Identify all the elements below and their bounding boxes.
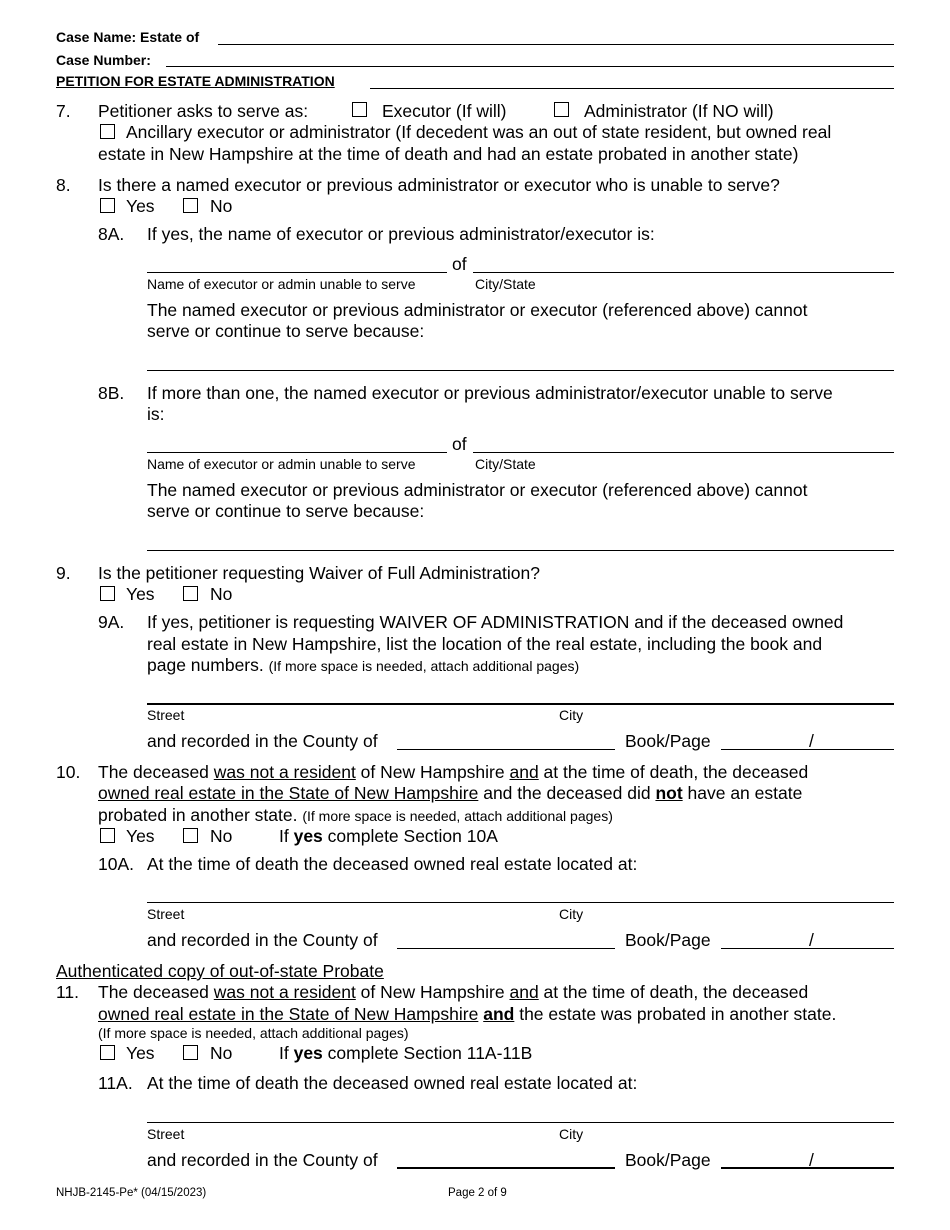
q8b-reason-line2: serve or continue to serve because: — [147, 501, 425, 521]
q8a-reason-line2: serve or continue to serve because: — [147, 321, 425, 341]
q11a-bookpage-field[interactable] — [721, 1167, 894, 1169]
q8b-name-caption: Name of executor or admin unable to serve — [147, 456, 416, 472]
q10-no-checkbox[interactable] — [183, 828, 198, 843]
footer-form-id: NHJB-2145-Pe* (04/15/2023) — [56, 1187, 207, 1199]
q11a-recorded-label: and recorded in the County of — [147, 1150, 378, 1170]
q10a-bookpage-field[interactable] — [721, 948, 894, 949]
q8a-city-state-field[interactable] — [473, 272, 894, 273]
q10-if-yes-note: If yes complete Section 10A — [279, 826, 498, 846]
q8a-reason-line1: The named executor or previous administrator or executor (referenced above) cannot — [147, 300, 808, 320]
q8b-city-caption: City/State — [475, 456, 536, 472]
q9a-street-city-field[interactable] — [147, 703, 894, 705]
q10a-number: 10A. — [98, 854, 134, 874]
q8b-reason-field[interactable] — [147, 550, 894, 551]
q8b-reason-line1: The named executor or previous administrator or executor (referenced above) cannot — [147, 480, 808, 500]
q9a-bookpage-label: Book/Page — [625, 731, 711, 751]
q10-text-line3: probated in another state. (If more space is needed, attach additional pages) — [98, 805, 613, 825]
q8b-city-state-field[interactable] — [473, 452, 894, 453]
q8a-number: 8A. — [98, 224, 125, 244]
q9a-text-line2: real estate in New Hampshire, list the location of the real estate, including the book and — [147, 634, 823, 654]
q8a-of: of — [452, 254, 467, 274]
ancillary-checkbox[interactable] — [100, 124, 115, 139]
q11-no-checkbox[interactable] — [183, 1045, 198, 1060]
q9a-text-line3: page numbers. (If more space is needed, attach additional pages) — [147, 655, 580, 675]
q9a-city-caption: City — [559, 707, 584, 723]
q8-no-label: No — [210, 196, 233, 216]
q10a-street-caption: Street — [147, 906, 185, 922]
q9-no-checkbox[interactable] — [183, 586, 198, 601]
case-number-label: Case Number: — [56, 52, 151, 68]
q8b-of: of — [452, 434, 467, 454]
q11a-text: At the time of death the deceased owned real estate located at: — [147, 1073, 638, 1093]
q9-yes-label: Yes — [126, 584, 155, 604]
q10a-city-caption: City — [559, 906, 584, 922]
q7-prompt: Petitioner asks to serve as: — [98, 101, 309, 121]
case-number-field[interactable] — [166, 66, 894, 67]
title-rule — [370, 88, 894, 89]
q8a-name-caption: Name of executor or admin unable to serve — [147, 276, 416, 292]
q11-heading: Authenticated copy of out-of-state Probate — [56, 961, 384, 981]
q9a-recorded-label: and recorded in the County of — [147, 731, 378, 751]
q9a-number: 9A. — [98, 612, 125, 632]
q8-yes-checkbox[interactable] — [100, 198, 115, 213]
q11a-county-field[interactable] — [397, 1167, 615, 1169]
q11a-number: 11A. — [98, 1073, 133, 1093]
q8-yes-label: Yes — [126, 196, 155, 216]
q8-question: Is there a named executor or previous administrator or executor who is unable to serve? — [98, 175, 780, 195]
q10a-bookpage-label: Book/Page — [625, 930, 711, 950]
q11-text-line1: The deceased was not a resident of New Hampshire and at the time of death, the deceased — [98, 982, 809, 1002]
q11-if-yes-note: If yes complete Section 11A-11B — [279, 1043, 533, 1063]
administrator-label: Administrator (If NO will) — [584, 101, 774, 121]
q10-text-line2: owned real estate in the State of New Hampshire and the deceased did not have an estate — [98, 783, 803, 803]
footer-page-number: Page 2 of 9 — [448, 1187, 507, 1199]
ancillary-label-line2: estate in New Hampshire at the time of death and had an estate probated in another state) — [98, 144, 799, 164]
q11-number: 11. — [56, 982, 80, 1002]
case-name-label: Case Name: Estate of — [56, 29, 200, 45]
q11a-bookpage-label: Book/Page — [625, 1150, 711, 1170]
q7-number: 7. — [56, 101, 71, 121]
q9-no-label: No — [210, 584, 233, 604]
q9-number: 9. — [56, 563, 71, 583]
q8-number: 8. — [56, 175, 71, 195]
form-title: PETITION FOR ESTATE ADMINISTRATION — [56, 73, 335, 89]
q8a-city-caption: City/State — [475, 276, 536, 292]
executor-label: Executor (If will) — [382, 101, 507, 121]
executor-checkbox[interactable] — [352, 102, 367, 117]
case-name-field[interactable] — [218, 44, 894, 45]
q11a-city-caption: City — [559, 1126, 584, 1142]
ancillary-label-line1: Ancillary executor or administrator (If decedent was an out of state resident, but owned real — [126, 122, 832, 142]
q10a-street-city-field[interactable] — [147, 902, 894, 903]
q8a-reason-field[interactable] — [147, 370, 894, 371]
q10-no-label: No — [210, 826, 233, 846]
q11-more-space-note: (If more space is needed, attach additional pages) — [98, 1025, 409, 1041]
q8a-text: If yes, the name of executor or previous administrator/executor is: — [147, 224, 655, 244]
q11a-street-caption: Street — [147, 1126, 185, 1142]
q10a-county-field[interactable] — [397, 948, 615, 949]
q10a-text: At the time of death the deceased owned real estate located at: — [147, 854, 638, 874]
q11-text-line2: owned real estate in the State of New Hampshire and the estate was probated in another state. — [98, 1004, 837, 1024]
q9a-county-field[interactable] — [397, 749, 615, 750]
q8-no-checkbox[interactable] — [183, 198, 198, 213]
q10-yes-label: Yes — [126, 826, 155, 846]
q9-yes-checkbox[interactable] — [100, 586, 115, 601]
q9a-bookpage-field[interactable] — [721, 749, 894, 750]
q8b-text-line2: is: — [147, 404, 165, 424]
q11-no-label: No — [210, 1043, 233, 1063]
q9a-street-caption: Street — [147, 707, 185, 723]
q9a-text-line1: If yes, petitioner is requesting WAIVER OF ADMINISTRATION and if the deceased owned — [147, 612, 844, 632]
q10-yes-checkbox[interactable] — [100, 828, 115, 843]
q10a-recorded-label: and recorded in the County of — [147, 930, 378, 950]
q10a-slash: / — [809, 930, 814, 950]
administrator-checkbox[interactable] — [554, 102, 569, 117]
q9a-slash: / — [809, 731, 814, 751]
q8b-executor-name-field[interactable] — [147, 452, 447, 453]
q11-yes-label: Yes — [126, 1043, 155, 1063]
q10-text-line1: The deceased was not a resident of New Hampshire and at the time of death, the deceased — [98, 762, 809, 782]
q8b-number: 8B. — [98, 383, 125, 403]
q8a-executor-name-field[interactable] — [147, 272, 447, 273]
q10-number: 10. — [56, 762, 81, 782]
q8b-text-line1: If more than one, the named executor or previous administrator/executor unable to serve — [147, 383, 833, 403]
q9-question: Is the petitioner requesting Waiver of Full Administration? — [98, 563, 540, 583]
q11a-street-city-field[interactable] — [147, 1122, 894, 1123]
q11-yes-checkbox[interactable] — [100, 1045, 115, 1060]
q11a-slash: / — [809, 1150, 814, 1170]
